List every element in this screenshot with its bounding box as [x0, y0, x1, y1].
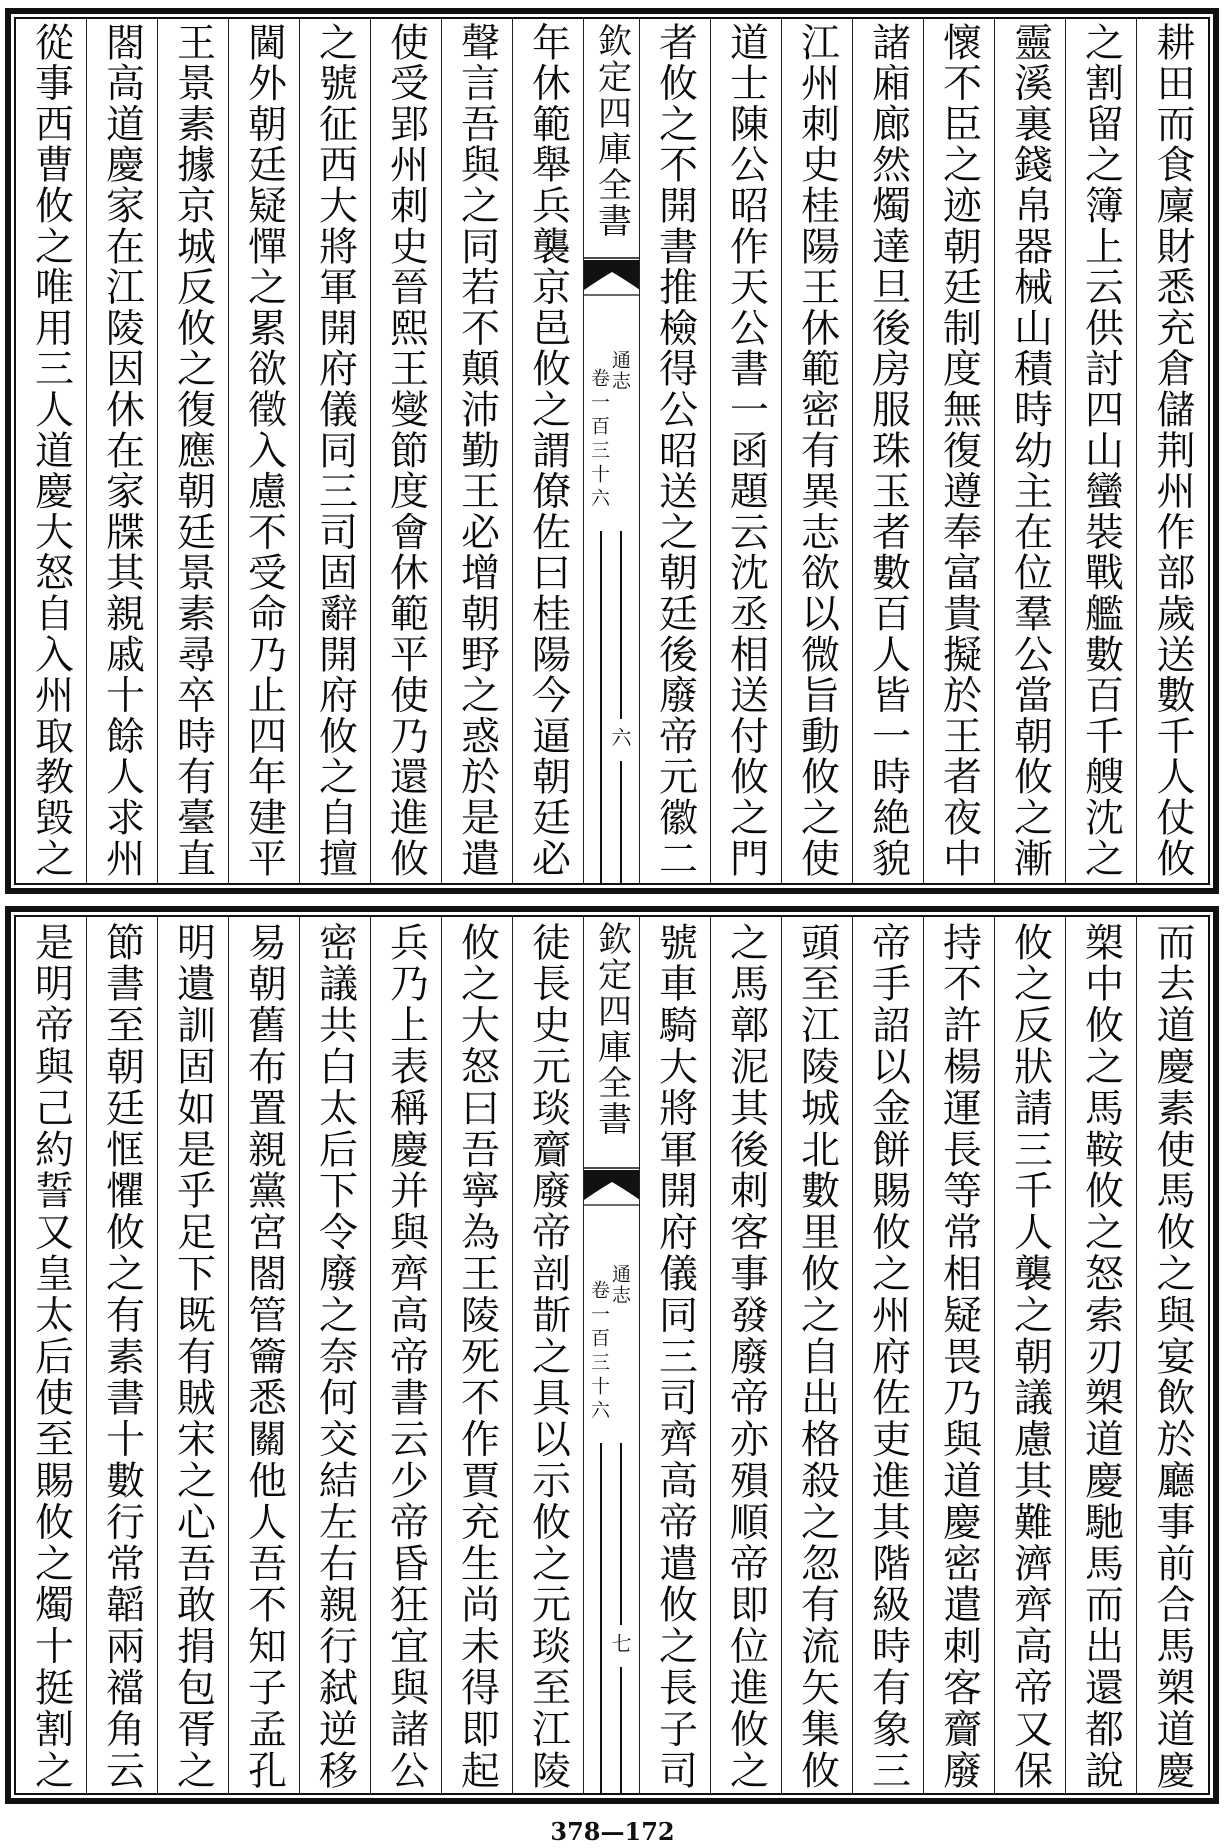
text-column	[1066, 917, 1137, 1793]
column-text: 靈溪裏錢帛器械山積時幼主在位羣公當朝攸之漸	[1007, 22, 1053, 879]
column-text: 攸之反狀請三千人襲之朝議慮其難濟齊高帝又保	[1007, 922, 1053, 1792]
column-text: 年休範舉兵襲京邑攸之謂僚佐曰桂陽今逼朝廷必	[525, 22, 571, 879]
collection-title: 欽定四庫全書	[591, 921, 632, 1137]
text-column	[853, 19, 924, 883]
fold-line	[600, 1443, 602, 1793]
fishtail-mark	[584, 1167, 640, 1207]
column-text: 閤高道慶家在江陵因休在家牒其親戚十餘人求州	[99, 22, 145, 879]
text-column	[87, 19, 158, 883]
text-column	[995, 19, 1066, 883]
text-column	[513, 19, 584, 883]
column-text: 之馬鄣泥其後刺客事發廢帝亦殞順帝即位進攸之	[723, 922, 769, 1792]
column-text: 懷不臣之迹朝廷制度無復遵奉富貴擬於王者夜中	[936, 22, 982, 879]
column-text: 從事西曹攸之唯用三人道慶大怒自入州取教毀之	[28, 22, 74, 879]
column-text: 號車騎大將軍開府儀同三司齊高帝遣攸之長子司	[652, 922, 698, 1792]
column-text: 道士陳公昭作天公書一函題云沈丞相送付攸之門	[723, 22, 769, 879]
top-page-panel	[5, 8, 1219, 894]
column-text: 節書至朝廷恇懼攸之有素書十數行常韜兩襠角云	[99, 922, 145, 1792]
bottom-page-panel	[5, 906, 1219, 1804]
column-text: 王景素據京城反攸之復應朝廷景素尋卒時有臺直	[170, 22, 216, 879]
text-column	[1137, 917, 1208, 1793]
fold-line	[620, 1667, 622, 1793]
text-grid	[14, 915, 1210, 1795]
center-fold-column	[584, 19, 640, 883]
column-text: 頭至江陵城北數里攸之自出格殺之忽有流矢集攸	[794, 922, 840, 1792]
center-fold-column	[584, 917, 640, 1793]
text-column	[1066, 19, 1137, 883]
column-text: 聲言吾與之同若不顛沛勤王必增朝野之惑於是遣	[454, 22, 500, 879]
text-column	[300, 917, 371, 1793]
text-column	[711, 917, 782, 1793]
column-text: 是明帝與己約誓又皇太后使至賜攸之燭十挺割之	[28, 922, 74, 1792]
column-text: 者攸之不開書推檢得公昭送之朝廷後廢帝元徽二	[652, 22, 698, 879]
text-column	[1137, 19, 1208, 883]
column-text: 易朝舊布置親黨宮閤管籥悉關他人吾不知子孟孔	[241, 922, 287, 1792]
column-text: 攸之大怒曰吾寧為王陵死不作賈充生尚未得即起	[454, 922, 500, 1792]
volume-label: 卷一百三十六	[588, 368, 610, 512]
text-column	[924, 19, 995, 883]
text-grid	[14, 17, 1210, 885]
text-column	[640, 917, 711, 1793]
column-text: 使受郢州刺史晉熙王燮節度會休範平使乃還進攸	[383, 22, 429, 879]
text-column	[16, 19, 87, 883]
page-code: 378—172	[550, 1817, 675, 1846]
text-column	[87, 917, 158, 1793]
fold-line	[620, 531, 622, 719]
text-column	[711, 19, 782, 883]
text-column	[229, 19, 300, 883]
text-column	[513, 917, 584, 1793]
leaf-number: 七	[608, 1633, 632, 1653]
text-column	[300, 19, 371, 883]
column-text: 之號征西大將軍開府儀同三司固辭開府攸之自擅	[312, 22, 358, 879]
text-column	[442, 19, 513, 883]
column-text: 持不許楊運長等常相疑畏乃與道慶密遣刺客齎廢	[936, 922, 982, 1792]
fold-line	[620, 1443, 622, 1625]
column-text: 明遺訓固如是乎足下既有賊宋之心吾敢捐包胥之	[170, 922, 216, 1792]
text-column	[158, 19, 229, 883]
fold-line	[600, 531, 602, 883]
column-text: 密議共白太后下令廢之奈何交結左右親行弑逆移	[312, 922, 358, 1792]
text-column	[924, 917, 995, 1793]
column-text: 槊中攸之馬鞍攸之怒索刃槊道慶馳馬而出還都說	[1078, 922, 1124, 1792]
leaf-number: 六	[608, 727, 632, 747]
text-column	[782, 917, 853, 1793]
book-title: 通志	[609, 1264, 631, 1306]
column-text: 而去道慶素使馬攸之與宴飲於廳事前合馬槊道慶	[1150, 922, 1195, 1792]
column-text: 徒長史元琰齎廢帝剖斮之具以示攸之元琰至江陵	[525, 922, 571, 1792]
text-column	[158, 917, 229, 1793]
text-column	[16, 917, 87, 1793]
column-text: 帝手詔以金餅賜攸之州府佐吏進其階級時有象三	[865, 922, 911, 1792]
column-text: 諸廂廊然燭達旦後房服珠玉者數百人皆一時絶貌	[865, 22, 911, 879]
column-text: 兵乃上表稱慶并與齊高帝書云少帝昏狂宜與諸公	[383, 922, 429, 1792]
column-text: 耕田而食廩財悉充倉儲荆州作部歲送數千人仗攸	[1150, 22, 1195, 879]
collection-title: 欽定四庫全書	[591, 23, 632, 239]
column-text: 之割留之簿上云供討四山蠻裝戰艦數百千艘沈之	[1078, 22, 1124, 879]
text-column	[640, 19, 711, 883]
text-column	[229, 917, 300, 1793]
fold-line	[620, 761, 622, 883]
text-column	[853, 917, 924, 1793]
text-column	[371, 19, 442, 883]
column-text: 江州刺史桂陽王休範密有異志欲以微旨動攸之使	[794, 22, 840, 879]
text-column	[371, 917, 442, 1793]
text-column	[995, 917, 1066, 1793]
fishtail-mark	[584, 257, 640, 297]
volume-label: 卷一百三十六	[588, 1280, 610, 1424]
book-title: 通志	[609, 350, 631, 392]
column-text: 閫外朝廷疑憚之累欲徵入慮不受命乃止四年建平	[241, 22, 287, 879]
text-column	[442, 917, 513, 1793]
text-column	[782, 19, 853, 883]
